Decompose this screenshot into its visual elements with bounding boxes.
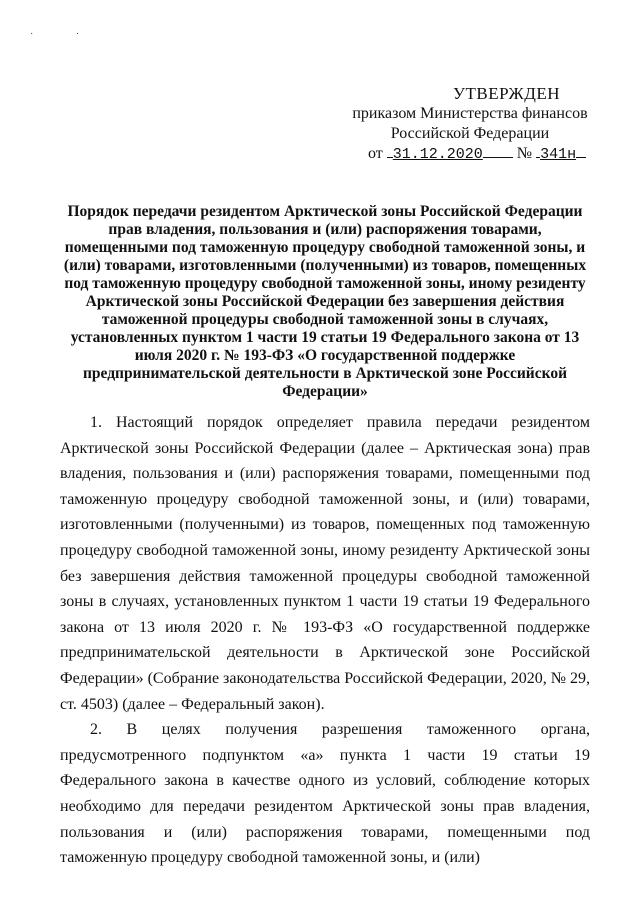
order-date: 31.12.2020 (392, 146, 483, 163)
number-prefix: № (516, 145, 533, 162)
paragraph-2: 2. В целях получения разрешения таможенного органа, предусмотренного подпунктом «а» пункта 1 части 19 статьи 19 Федерального закона в качестве одного из условий, соблюдение которых необходимо для передачи резидентом Арктической зоны прав владения, пользования и (или) распоряжения товарами, помещенными под таможенную процедуру свободной таможенной зоны, и (или) (60, 721, 590, 867)
approval-issuer-line2: Российской Федерации (390, 125, 550, 142)
approval-title: УТВЕРЖДЕН (453, 84, 560, 103)
order-number: 341н (540, 146, 577, 163)
approval-issuer-line1: приказом Министерства финансов (352, 105, 588, 122)
document-heading: Порядок передачи резидентом Арктической зоны Российской Федерации прав владения, пользования и (или) распоряжения товарами, помещенными под таможенную процедуру свободной таможенной зоны, и (или) товарами, изготовленными (полученными) из товаров, помещенных под таможенную процедуру свободной таможенной зоны, иному резиденту Арктической зоны Российской Федерации без завершения действия таможенной процедуры свободной таможенной зоны в случаях, установленных пунктом 1 части 19 статьи 19 Федерального закона от 13 июля 2020 г. № 193-ФЗ «О государственной поддержке предпринимательской деятельности в Арктической зоне Российской Федерации» (63, 203, 587, 400)
document-body (60, 410, 590, 871)
paragraph-1: 1. Настоящий порядок определяет правила передачи резидентом Арктической зоны Российской Федерации (далее – Арктическая зона) прав владения, пользования и (или) распоряжения товарами, помещенными под таможенную процедуру свободной таможенной зоны, и (или) товарами, изготовленными (полученными) из товаров, помещенных под таможенную процедуру свободной таможенной зоны, иному резиденту Арктической зоны без завершения действия таможенной процедуры свободной таможенной зоны в случаях, установленных пунктом 1 части 19 статьи 19 Федерального закона от 13 июля 2020 г. № 193-ФЗ «О государственной поддержке предпринимательской деятельности в Арктической зоне Российской Федерации» (Собрание законодательства Российской Федерации, 2020, № 29, ст. 4503) (далее – Федеральный закон). (60, 414, 590, 713)
scan-specks: ˙ ˙ (30, 32, 100, 43)
approval-stamp-block (340, 84, 600, 165)
date-prefix: от (368, 145, 383, 162)
approval-date-number (340, 144, 600, 165)
